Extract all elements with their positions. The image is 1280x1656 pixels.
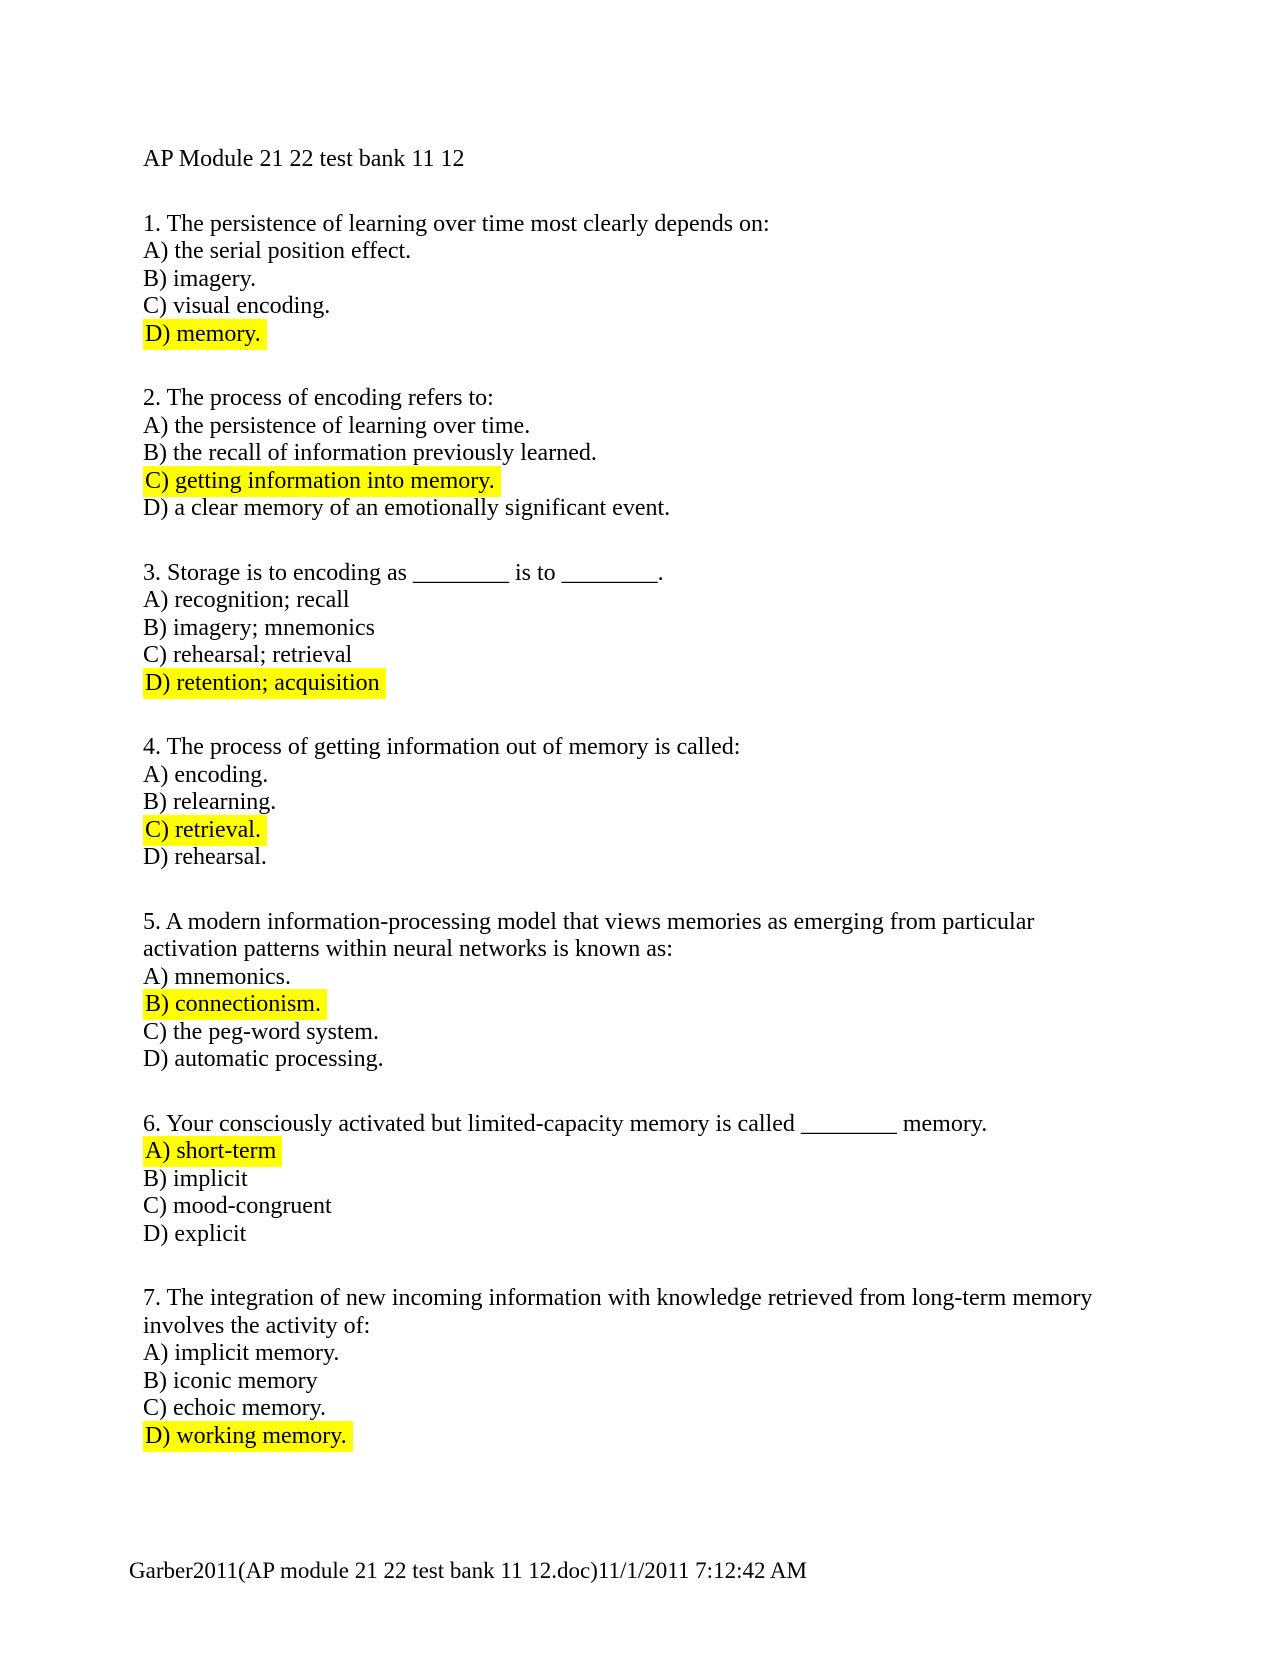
answer-option bbox=[143, 1166, 1108, 1194]
answer-option bbox=[143, 587, 1108, 615]
answer-option bbox=[143, 1368, 1108, 1396]
answer-option bbox=[143, 964, 1108, 992]
answer-option-text: D) rehearsal. bbox=[143, 844, 267, 870]
answer-option bbox=[143, 321, 1108, 349]
answer-option-text: C) the peg-word system. bbox=[143, 1018, 379, 1045]
answer-option-text: B) the recall of information previously learned. bbox=[143, 440, 597, 466]
answer-option bbox=[143, 670, 1108, 698]
answer-option-text: D) explicit bbox=[143, 1220, 247, 1247]
answer-option bbox=[143, 413, 1108, 441]
highlighted-answer-text: D) memory. bbox=[143, 319, 267, 350]
answer-option-text: B) imagery. bbox=[143, 265, 257, 292]
answer-option bbox=[143, 440, 1108, 468]
answer-option bbox=[143, 1019, 1108, 1047]
answer-option bbox=[143, 642, 1108, 670]
answer-option-text: A) mnemonics. bbox=[143, 963, 291, 990]
answer-option bbox=[143, 1340, 1108, 1368]
question-block bbox=[143, 1111, 1108, 1249]
answer-option bbox=[143, 266, 1108, 294]
answer-option bbox=[143, 1395, 1108, 1423]
question-prompt: 1. The persistence of learning over time most clearly depends on: bbox=[143, 210, 770, 237]
answer-option bbox=[143, 762, 1108, 790]
question-prompt: 3. Storage is to encoding as ________ is to ________. bbox=[143, 559, 664, 586]
answer-option-text: A) encoding. bbox=[143, 761, 269, 788]
highlighted-answer-text: A) short-term bbox=[143, 1136, 282, 1167]
answer-option-text: B) relearning. bbox=[143, 789, 277, 815]
answer-option-text: B) iconic memory bbox=[143, 1367, 318, 1394]
highlighted-answer-text: D) retention; acquisition bbox=[143, 668, 386, 699]
highlighted-answer-text: C) retrieval. bbox=[143, 815, 267, 846]
answer-option bbox=[143, 1046, 1108, 1074]
document-footer: Garber2011(AP module 21 22 test bank 11 12.doc)11/1/2011 7:12:42 AM bbox=[129, 1558, 807, 1583]
question-block bbox=[143, 1285, 1108, 1450]
answer-option-text: A) implicit memory. bbox=[143, 1340, 340, 1366]
question-block bbox=[143, 560, 1108, 698]
document-title: AP Module 21 22 test bank 11 12 bbox=[143, 146, 465, 172]
question-block bbox=[143, 211, 1108, 349]
answer-option bbox=[143, 495, 1108, 523]
highlighted-answer-text: C) getting information into memory. bbox=[143, 466, 501, 497]
question-block bbox=[143, 385, 1108, 523]
answer-option-text: A) recognition; recall bbox=[143, 587, 350, 613]
question-prompt: 2. The process of encoding refers to: bbox=[143, 385, 494, 411]
answer-option-text: A) the serial position effect. bbox=[143, 238, 412, 264]
question-prompt: 4. The process of getting information out of memory is called: bbox=[143, 734, 741, 760]
question-block bbox=[143, 909, 1108, 1074]
answer-option bbox=[143, 1193, 1108, 1221]
answer-option-text: A) the persistence of learning over time. bbox=[143, 412, 531, 439]
questions-container bbox=[143, 211, 1108, 1451]
question-prompt: 6. Your consciously activated but limited-capacity memory is called ________ memory. bbox=[143, 1110, 988, 1137]
answer-option-text: C) visual encoding. bbox=[143, 293, 331, 319]
answer-option-text: C) echoic memory. bbox=[143, 1395, 327, 1421]
answer-option bbox=[143, 1138, 1108, 1166]
answer-option bbox=[143, 817, 1108, 845]
answer-option-text: B) imagery; mnemonics bbox=[143, 614, 375, 641]
answer-option bbox=[143, 238, 1108, 266]
answer-option bbox=[143, 844, 1108, 872]
question-prompt: 5. A modern information-processing model that views memories as emerging from particular activation patterns within neural networks is known as: bbox=[143, 908, 1035, 962]
question-block bbox=[143, 734, 1108, 872]
document-content bbox=[143, 146, 1108, 1450]
answer-option-text: C) rehearsal; retrieval bbox=[143, 642, 353, 668]
question-prompt: 7. The integration of new incoming information with knowledge retrieved from long-term memory involves the activity of: bbox=[143, 1285, 1093, 1339]
answer-option-text: C) mood-congruent bbox=[143, 1193, 332, 1219]
answer-option-text: D) a clear memory of an emotionally significant event. bbox=[143, 495, 671, 521]
answer-option bbox=[143, 615, 1108, 643]
answer-option bbox=[143, 293, 1108, 321]
answer-option bbox=[143, 468, 1108, 496]
answer-option bbox=[143, 991, 1108, 1019]
answer-option bbox=[143, 1221, 1108, 1249]
answer-option bbox=[143, 789, 1108, 817]
highlighted-answer-text: D) working memory. bbox=[143, 1421, 353, 1452]
highlighted-answer-text: B) connectionism. bbox=[143, 989, 327, 1020]
answer-option-text: D) automatic processing. bbox=[143, 1046, 384, 1072]
answer-option bbox=[143, 1423, 1108, 1451]
answer-option-text: B) implicit bbox=[143, 1165, 248, 1192]
